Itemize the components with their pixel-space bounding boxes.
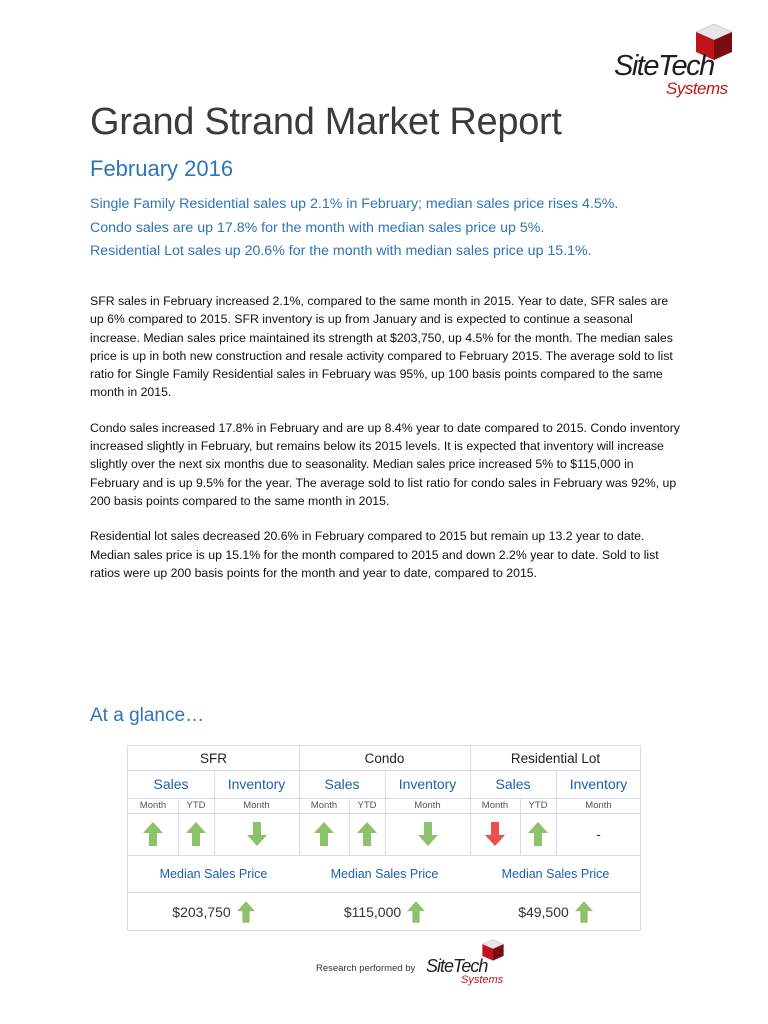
period-month: Month: [414, 800, 441, 811]
glance-table: [127, 745, 641, 931]
sales-subheader: Sales: [324, 776, 360, 792]
period-ytd: YTD: [186, 800, 206, 811]
sfr-paragraph: SFR sales in February increased 2.1%, compared to the same month in 2015. Year to date, SFR sales are up 6% compared to 2015. SFR inventory is up from January and is expected to continue a seasonal increase. Median sales price maintained its strength at $203,750, up 4.5% for the month. The median sales price is up in both new construction and resale activity compared to February 2015. The average sold to list ratio for Single Family Residential sales in February was 95%, up 100 basis points compared to the same month in 2015.: [90, 294, 673, 400]
footer-text: Research performed by: [316, 963, 416, 974]
report-subtitle: February 2016: [90, 156, 234, 181]
report-title: Grand Strand Market Report: [90, 101, 562, 143]
group-header: SFR: [200, 750, 227, 766]
group-header: Condo: [364, 750, 405, 766]
period-month: Month: [310, 800, 338, 811]
inventory-trend: [385, 813, 470, 855]
arrow-up-icon: [357, 821, 377, 847]
arrow-down-icon: [485, 821, 505, 847]
highlight-line: Single Family Residential sales up 2.1% in February; median sales price rises 4.5%.: [90, 196, 619, 212]
arrow-up-icon: [186, 821, 206, 847]
median-price-value: $203,750: [172, 904, 231, 920]
group-header: Residential Lot: [510, 750, 601, 766]
median-price-value-group: [172, 900, 254, 924]
arrow-down-icon: [247, 821, 267, 847]
arrow-up-icon: [143, 821, 163, 847]
inventory-subheader: Inventory: [569, 776, 628, 792]
highlights: [90, 193, 730, 264]
report-body: [90, 292, 680, 599]
median-price-label: Median Sales Price: [501, 866, 610, 881]
arrow-up-icon: [575, 900, 593, 924]
arrow-up-icon: [237, 900, 255, 924]
sitetech-logo: [600, 22, 750, 104]
median-price-cell: [470, 892, 641, 932]
median-price-label: Median Sales Price: [159, 866, 268, 881]
period-ytd: YTD: [357, 800, 377, 811]
sales-month-trend: [299, 813, 349, 855]
median-price-value-group: [518, 900, 593, 924]
period-month: Month: [243, 800, 270, 811]
arrow-up-icon: [407, 900, 425, 924]
footer-logo-wordmark: SiteTech: [426, 956, 488, 976]
inventory-subheader: Inventory: [227, 776, 286, 792]
period-ytd: YTD: [528, 800, 548, 811]
arrow-up-icon: [528, 821, 548, 847]
logo-subword: Systems: [666, 79, 728, 98]
lot-paragraph: Residential lot sales decreased 20.6% in February compared to 2015 but remain up 13.2 year to date. Median sales price is up 15.1% for the month compared to 2015 and down 2.2% year to date. Sold to list ratios were up 200 basis points for the month and year to date, compared to 2015.: [90, 529, 659, 580]
footer-logo-subword: Systems: [461, 974, 504, 986]
sales-ytd-trend: [349, 813, 385, 855]
median-price-cell: [128, 892, 299, 932]
arrow-up-icon: [314, 821, 334, 847]
inventory-trend: -: [596, 826, 601, 842]
median-price-value: $49,500: [518, 904, 569, 920]
period-month: Month: [585, 800, 612, 811]
sales-month-trend: [470, 813, 520, 855]
median-price-label: Median Sales Price: [330, 866, 439, 881]
period-month: Month: [139, 800, 167, 811]
footer-credit: [316, 938, 516, 994]
condo-paragraph: Condo sales increased 17.8% in February and are up 8.4% year to date compared to 2015. Condo inventory increased slightly in February, but remains below its 2015 levels. It is expected that inventory will increase slightly over the next six months due to seasonality. Median sales price increased 5% to $115,000 in February and is up 9.5% for the year. The average sold to list ratio for condo sales in February was 92%, up 200 basis points compared to the same month in 2015.: [90, 420, 680, 508]
glance-heading: At a glance…: [90, 705, 205, 726]
median-price-value-group: [344, 900, 425, 924]
logo-wordmark: SiteTech: [614, 50, 714, 82]
period-month: Month: [481, 800, 509, 811]
sales-ytd-trend: [520, 813, 556, 855]
median-price-value: $115,000: [343, 904, 402, 920]
median-price-cell: [299, 892, 470, 932]
inventory-subheader: Inventory: [398, 776, 457, 792]
arrow-down-icon: [418, 821, 438, 847]
inventory-trend: [214, 813, 299, 855]
highlight-line: Condo sales are up 17.8% for the month with median sales price up 5%.: [90, 219, 545, 236]
sales-subheader: Sales: [153, 776, 189, 792]
sales-month-trend: [128, 813, 178, 855]
sales-subheader: Sales: [495, 776, 531, 792]
sales-ytd-trend: [178, 813, 214, 855]
highlight-line: Residential Lot sales up 20.6% for the month with median sales price up 15.1%.: [90, 243, 592, 259]
